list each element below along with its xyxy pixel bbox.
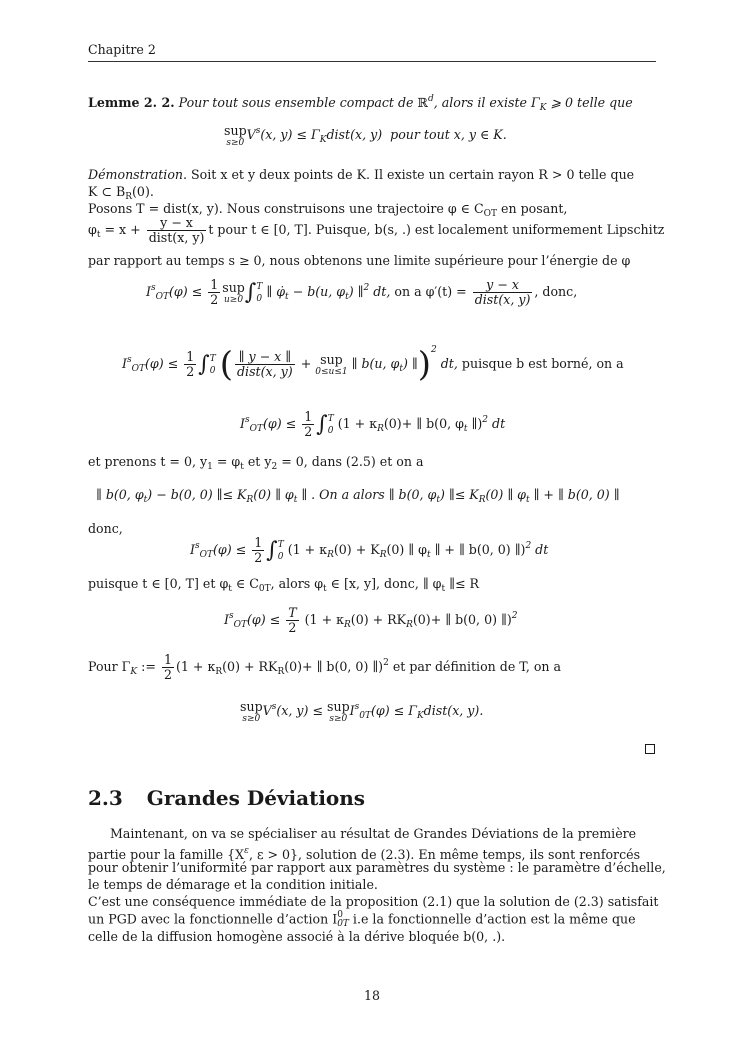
proof-line-2: K ⊂ $B_R(0)$. <box>88 184 154 202</box>
proof-line-5: par rapport au temps s ≥ 0, nous obtenons une limite supérieure pour l’énergie de φ <box>88 253 631 268</box>
lemma-statement: Lemme 2. 2. Pour tout sous ensemble compact de ℝ$^d$, alors il existe $\Gamma_K$ ⩾ 0 telle que <box>88 94 633 113</box>
page <box>88 0 666 1053</box>
proof-label: Démonstration. <box>88 167 188 182</box>
section-title: Grandes Déviations <box>146 786 366 810</box>
equation-5: ∥ b(0, $\varphi_t) - b(0$, 0) ∥≤ $K_R(0)$ ∥ $\varphi_t$ ∥ . On a alors ∥ b(0, $\varphi_t$) ∥≤ $K_R(0)$ ∥ $\varphi_t$ ∥ + ∥ b(0, 0) ∥ <box>96 487 620 505</box>
header-rule <box>88 61 656 62</box>
equation-7: $I^s_{OT}(\varphi)$ ≤ $\frac{T}{2}$ ($1 + \kappa_R(0) + RK_R(0)+$ ∥ b(0, 0) ∥)$^2$ <box>224 605 518 635</box>
equation-6: $I^s_{OT}(\varphi)$ ≤ $\frac{1}{2}$ ∫ T 0 ($1 + \kappa_R(0) + K_R(0)$ ∥ $\varphi_t$ ∥ + ∥ b(0, 0) ∥)$^2$ dt <box>190 535 549 565</box>
text-puisque: puisque t ∈ [0, T] et $\varphi_t$ ∈ $C_{0T}$, alors $\varphi_t$ ∈ [x, y], donc, ∥ $\varphi_t$ ∥≤ R <box>88 576 479 594</box>
equation-8: sup s≥0 $V^s(x$, y) ≤ sup s≥0 $I^s_{0T}(\varphi)$ ≤ $\Gamma_Kdist(x$, y). <box>240 699 484 724</box>
running-header: Chapitre 2 <box>88 42 156 57</box>
proof-line-3: Posons T = dist(x, y). Nous construisons une trajectoire φ ∈ $C_{OT}$ en posant, <box>88 201 568 219</box>
text-prenons: et prenons t = 0, $y_1 = \varphi_t$ et $y_2 = 0$, dans (2.5) et on a <box>88 454 424 472</box>
text-pour-gamma: Pour $\Gamma_K$ := $\frac{1}{2}$ ($1 + \kappa_R(0) + RK_R(0)+$ ∥ b(0, 0) ∥)$^2$ et par définition de T, on a <box>88 652 562 682</box>
text-donc: donc, <box>88 521 123 536</box>
para2-line-2: un PGD avec la fonctionnelle d’action I 0 0T i.e la fonctionnelle d’action est la même que <box>88 910 636 929</box>
qed-square <box>645 744 655 754</box>
para1-line-1: Maintenant, on va se spécialiser au résultat de Grandes Déviations de la première <box>110 826 637 841</box>
lemma-label: Lemme 2. 2. <box>88 95 175 110</box>
equation-2: $I^s_{OT}(\varphi)$ ≤ $\frac{1}{2}$ sup u≥0 ∫ T 0 ∥ $\varphi̇_t - b(u$, $\varphi_t$) ∥$^2$ dt, on a φ′(t) = $\frac{y - x}{\text{dist(x, y)}}$ , donc, <box>146 277 578 307</box>
section-number: 2.3 <box>88 786 123 810</box>
para1-line-3: pour obtenir l’uniformité par rapport aux paramètres du système : le paramètre d’échelle, <box>88 860 666 875</box>
para2-line-3: celle de la diffusion homogène associé à la dérive bloquée b(0, .). <box>88 929 506 944</box>
section-heading <box>88 786 365 810</box>
proof-line-1: Démonstration. Soit x et y deux points de K. Il existe un certain rayon R > 0 telle que <box>88 167 635 182</box>
equation-4: $I^s_{OT}(\varphi)$ ≤ $\frac{1}{2}$ ∫ T 0 ($1 + \kappa_R(0)+$ ∥ b(0, $\varphi_t$ ∥)$^2$ dt <box>240 409 506 439</box>
equation-3: $I^s_{OT}(\varphi)$ ≤ $\frac{1}{2}$ ∫ T 0 ( $\frac{\parallel y - x \parallel}{\text{dist(x, y)}}$ + sup 0≤u≤1 ∥ b(u, $\varphi_t$) ∥)$^2$ dt, puisque b est borné, on a <box>122 344 624 385</box>
para2-line-1: C’est une conséquence immédiate de la proposition (2.1) que la solution de (2.3) satisfait <box>88 894 659 909</box>
para1-line-4: le temps de démarage et la condition initiale. <box>88 877 378 892</box>
proof-line-4: $\varphi_t = x$ + $\frac{y - x}{\text{dist(x, y)}}$ t pour t ∈ [0, T]. Puisque, b(s, .) est localement uniformement Lipschitz <box>88 215 665 245</box>
para1-line-2: partie pour la famille {$X^\varepsilon$, ε > 0}, solution de (2.3). En même temps, ils sont renforcés <box>88 846 641 862</box>
equation-1: sup s≥0 $V^s(x$, $y) \le \Gamma_Kdist(x$, y) pour tout x, y ∈ K. <box>224 123 507 148</box>
page-number: 18 <box>364 988 381 1003</box>
